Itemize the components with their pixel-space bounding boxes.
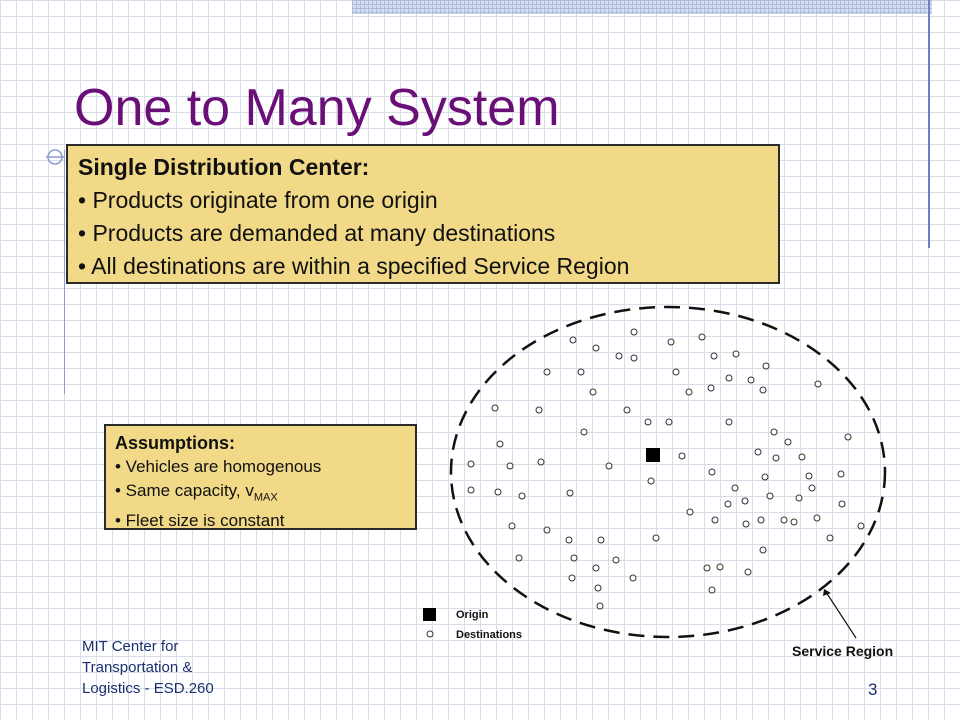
destination-point: [653, 535, 659, 541]
destination-point: [544, 369, 550, 375]
destination-point: [815, 381, 821, 387]
service-region-label: Service Region: [792, 643, 894, 659]
destination-point: [598, 537, 604, 543]
destination-point: [725, 501, 731, 507]
destination-point: [709, 469, 715, 475]
destination-point: [763, 363, 769, 369]
destination-point: [571, 555, 577, 561]
destination-point: [827, 535, 833, 541]
destination-point: [845, 434, 851, 440]
service-region-diagram: [418, 300, 938, 660]
destination-point: [578, 369, 584, 375]
destination-point: [613, 557, 619, 563]
destination-point: [839, 501, 845, 507]
destination-point: [704, 565, 710, 571]
destination-point: [679, 453, 685, 459]
destination-point: [708, 385, 714, 391]
destination-point: [593, 345, 599, 351]
legend-destination-icon: [427, 631, 433, 637]
destination-point: [509, 523, 515, 529]
destination-point: [631, 329, 637, 335]
destination-point: [566, 537, 572, 543]
distribution-center-heading: Single Distribution Center:: [78, 154, 370, 180]
assumption-capacity: [115, 479, 406, 509]
assumptions-heading: Assumptions:: [115, 433, 236, 453]
destination-point: [492, 405, 498, 411]
destination-point: [726, 419, 732, 425]
destination-point: [593, 565, 599, 571]
destination-point: [760, 387, 766, 393]
destination-point: [536, 407, 542, 413]
bullet-many-destinations: • Products are demanded at many destinations: [78, 220, 556, 246]
destination-point: [809, 485, 815, 491]
bullet-one-origin: • Products originate from one origin: [78, 187, 438, 213]
destination-point: [732, 485, 738, 491]
destination-point: [796, 495, 802, 501]
destination-point: [538, 459, 544, 465]
destination-point: [799, 454, 805, 460]
region-pointer-arrow: [826, 592, 856, 638]
destination-point: [699, 334, 705, 340]
destination-point: [495, 489, 501, 495]
destination-point: [712, 517, 718, 523]
destination-point: [773, 455, 779, 461]
destination-point: [516, 555, 522, 561]
footer-line-1: MIT Center for: [82, 638, 179, 655]
slide-bullet-icon: [46, 148, 64, 166]
region-pointer-arrowhead: [823, 589, 831, 596]
destination-point: [673, 369, 679, 375]
destination-point: [743, 521, 749, 527]
destination-point: [497, 441, 503, 447]
destination-point: [767, 493, 773, 499]
destination-point: [717, 564, 723, 570]
distribution-center-box: [66, 144, 780, 284]
destination-point: [507, 463, 513, 469]
destination-point: [781, 517, 787, 523]
destination-point: [748, 377, 754, 383]
destination-point: [771, 429, 777, 435]
destination-point: [606, 463, 612, 469]
destination-point: [762, 474, 768, 480]
destination-point: [838, 471, 844, 477]
destination-point: [806, 473, 812, 479]
destination-point: [567, 490, 573, 496]
destination-point: [858, 523, 864, 529]
destination-point: [755, 449, 761, 455]
legend-origin-icon: [423, 608, 436, 621]
destination-point: [581, 429, 587, 435]
destination-point: [645, 419, 651, 425]
destination-point: [590, 389, 596, 395]
destination-point: [668, 339, 674, 345]
destination-point: [569, 575, 575, 581]
slide-title: One to Many System: [74, 79, 560, 137]
legend-destinations-label: Destinations: [456, 629, 523, 641]
destination-point: [597, 603, 603, 609]
destination-point: [468, 461, 474, 467]
destination-point: [519, 493, 525, 499]
legend-origin-label: Origin: [456, 609, 489, 621]
assumption-homogenous: • Vehicles are homogenous: [115, 457, 322, 476]
destination-point: [570, 337, 576, 343]
destination-points: [468, 329, 864, 609]
top-decorative-band: [352, 0, 932, 14]
destination-point: [616, 353, 622, 359]
destination-point: [733, 351, 739, 357]
destination-point: [758, 517, 764, 523]
destination-point: [742, 498, 748, 504]
footer-organization: [82, 636, 282, 699]
destination-point: [711, 353, 717, 359]
destination-point: [686, 389, 692, 395]
assumption-fleet-size: • Fleet size is constant: [115, 511, 285, 531]
destination-point: [745, 569, 751, 575]
destination-point: [544, 527, 550, 533]
right-decorative-line: [928, 0, 930, 248]
destination-point: [726, 375, 732, 381]
destination-point: [760, 547, 766, 553]
assumptions-box: [104, 424, 417, 530]
destination-point: [814, 515, 820, 521]
destination-point: [468, 487, 474, 493]
destination-point: [595, 585, 601, 591]
service-region-boundary: [451, 307, 885, 637]
bullet-service-region: • All destinations are within a specified Service Region: [78, 253, 630, 279]
page-number: 3: [868, 680, 878, 699]
destination-point: [785, 439, 791, 445]
left-decorative-line: [64, 150, 65, 394]
origin-marker: [646, 448, 660, 462]
destination-point: [709, 587, 715, 593]
destination-point: [624, 407, 630, 413]
destination-point: [687, 509, 693, 515]
destination-point: [631, 355, 637, 361]
footer-line-3: Logistics - ESD.260: [82, 680, 214, 697]
footer-line-2: Transportation &: [82, 659, 193, 676]
vmax-subscript: MAX: [253, 491, 278, 504]
assumption-capacity-text: • Same capacity, v: [115, 481, 254, 500]
destination-point: [666, 419, 672, 425]
destination-point: [630, 575, 636, 581]
destination-point: [791, 519, 797, 525]
destination-point: [648, 478, 654, 484]
